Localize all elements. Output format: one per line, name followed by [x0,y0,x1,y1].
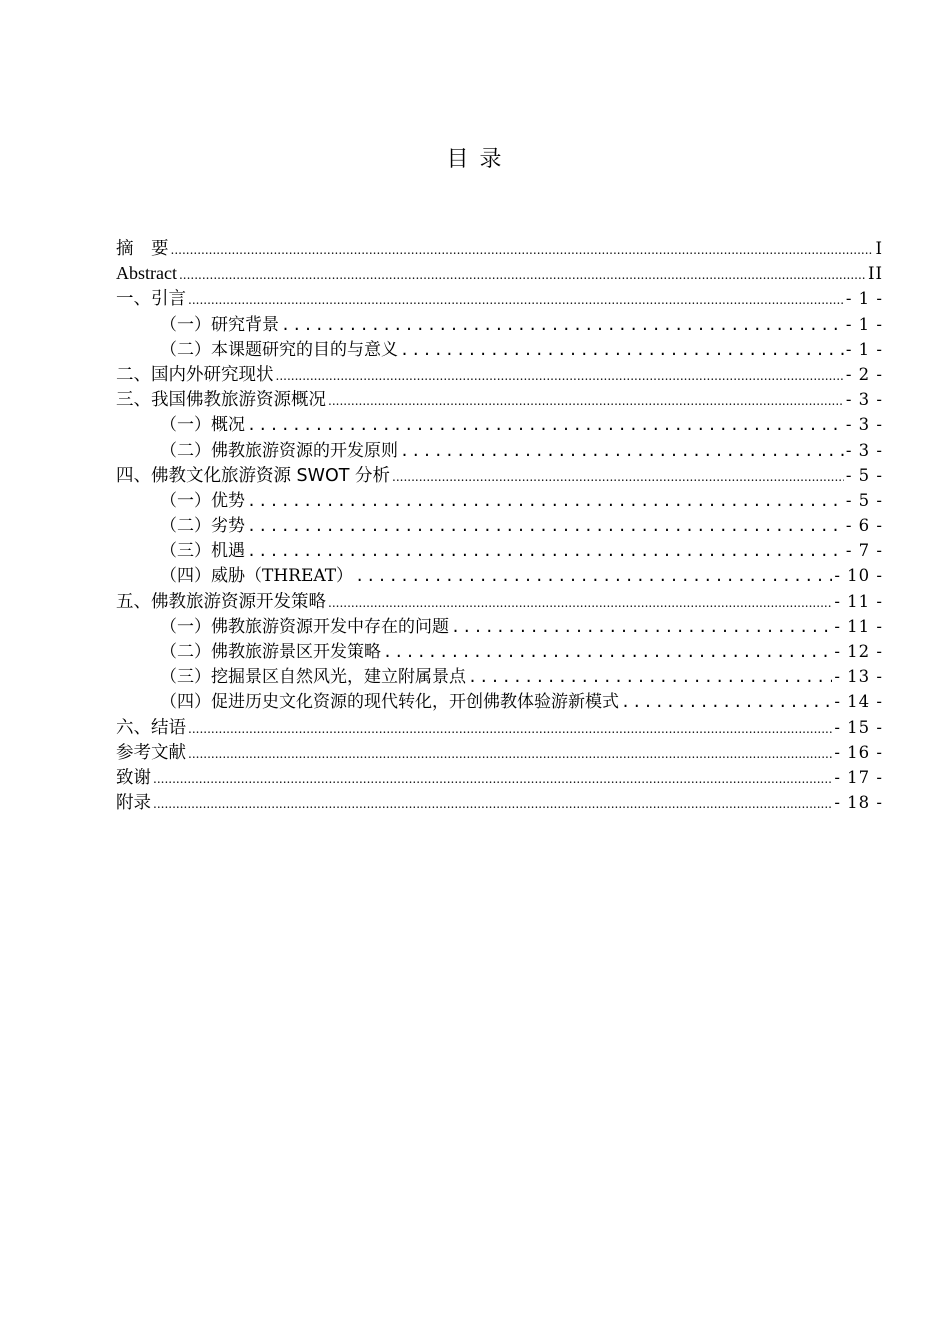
toc-entry-label: 三、我国佛教旅游资源概况 [116,390,326,411]
toc-page-number: - 2 - [845,364,883,384]
toc-page-number: - 1 - [845,314,883,334]
toc-leader-dots [468,665,832,689]
toc-page-number: - 3 - [845,415,883,435]
toc-page-number: - 5 - [845,490,883,510]
toc-entry-research-status[interactable] [116,362,883,387]
toc-entry-label: （一）优势 [160,490,245,511]
toc-entry-label: （一）佛教旅游资源开发中存在的问题 [160,616,449,637]
toc-page-number: - 3 - [845,390,883,410]
toc-entry-label: （二）佛教旅游资源的开发原则 [160,440,398,461]
toc-entry-strengths[interactable] [116,488,883,513]
toc-page-number: - 17 - [834,767,883,787]
toc-leader-dots [188,288,844,311]
toc-page-number: - 14 - [834,692,883,712]
toc-page-number: - 3 - [845,440,883,460]
toc-entry-resource-overview[interactable] [116,387,883,412]
toc-entry-existing-problems[interactable] [116,614,883,639]
toc-leader-dots [328,389,844,412]
toc-leader-dots [153,792,832,815]
toc-entry-label: 一、引言 [116,289,186,310]
toc-entry-threats[interactable] [116,563,883,588]
toc-entry-label: （三）机遇 [160,541,245,562]
toc-entry-label: 六、结语 [116,717,186,738]
toc-entry-introduction[interactable] [116,286,883,311]
toc-leader-dots [383,640,832,664]
toc-leader-dots [276,364,844,387]
toc-entry-appendix[interactable] [116,790,883,815]
toc-entry-label: Abstract [116,263,177,284]
toc-entry-label: 摘 要 [116,239,169,259]
toc-entry-label: 致谢 [116,767,151,788]
toc-entry-overview[interactable] [116,412,883,437]
toc-entry-research-purpose[interactable] [116,337,883,362]
toc-leader-dots [153,767,832,790]
toc-entry-natural-scenery[interactable] [116,664,883,689]
toc-entry-modern-transformation[interactable] [116,689,883,714]
toc-leader-dots [247,514,844,538]
toc-page-number: - 6 - [845,516,883,536]
toc-entry-development-principles[interactable] [116,438,883,463]
toc-entry-label: 四、佛教文化旅游资源 SWOT 分析 [116,465,391,486]
toc-page-number: - 11 - [834,591,883,611]
toc-leader-dots [392,465,844,488]
toc-leader-dots [451,615,832,639]
toc-page-number: - 11 - [834,616,883,636]
toc-page-number: - 10 - [834,566,883,586]
toc-entry-swot-analysis[interactable] [116,463,883,488]
toc-leader-dots [171,238,874,261]
toc-entry-abstract-cn[interactable] [116,236,883,261]
page-title: 目 录 [446,147,504,172]
toc-entry-scenic-strategy[interactable] [116,639,883,664]
toc-entry-abstract-en[interactable] [116,261,883,286]
toc-leader-dots [188,742,832,765]
toc-entry-references[interactable] [116,740,883,765]
toc-leader-dots [247,489,844,513]
toc-page-number: - 12 - [834,642,883,661]
toc-entry-acknowledgements[interactable] [116,765,883,790]
toc-leader-dots [188,717,832,740]
toc-page-number: I [875,239,883,258]
toc-leader-dots [328,591,832,614]
toc-page-number: - 13 - [834,667,883,687]
toc-entry-label: （一）概况 [160,415,245,436]
toc-entry-label: 参考文献 [116,742,186,763]
toc-page-number: - 16 - [834,742,883,762]
table-of-contents [116,236,883,815]
toc-leader-dots [355,564,832,588]
toc-entry-label: （三）挖掘景区自然风光，建立附属景点 [160,667,466,688]
toc-page-number: - 5 - [845,465,883,485]
toc-leader-dots [621,690,832,714]
toc-leader-dots [281,313,844,337]
toc-entry-label: 二、国内外研究现状 [116,364,274,385]
toc-entry-weaknesses[interactable] [116,513,883,538]
toc-leader-dots [179,263,866,286]
toc-entry-research-background[interactable] [116,312,883,337]
toc-entry-label: （一）研究背景 [160,314,279,335]
toc-entry-label: （二）劣势 [160,516,245,537]
toc-entry-label: 附录 [116,793,151,814]
toc-leader-dots [400,439,844,463]
toc-entry-label: （二）本课题研究的目的与意义 [160,339,398,360]
toc-entry-development-strategy[interactable] [116,589,883,614]
toc-entry-label: （二）佛教旅游景区开发策略 [160,642,381,662]
toc-entry-label: （四）促进历史文化资源的现代转化，开创佛教体验游新模式 [160,692,619,713]
toc-page-number: - 1 - [845,289,883,309]
toc-page-number: - 18 - [834,793,883,813]
toc-entry-conclusion[interactable] [116,715,883,740]
toc-leader-dots [247,539,844,563]
toc-leader-dots [247,413,844,437]
toc-page-number: - 1 - [845,339,883,359]
toc-page-number: II [867,264,883,284]
toc-page-number: - 7 - [845,541,883,561]
toc-page-number: - 15 - [834,717,883,737]
toc-entry-opportunities[interactable] [116,538,883,563]
toc-entry-label: 五、佛教旅游资源开发策略 [116,591,326,612]
toc-entry-label: （四）威胁（THREAT） [160,566,354,587]
toc-leader-dots [400,338,844,362]
